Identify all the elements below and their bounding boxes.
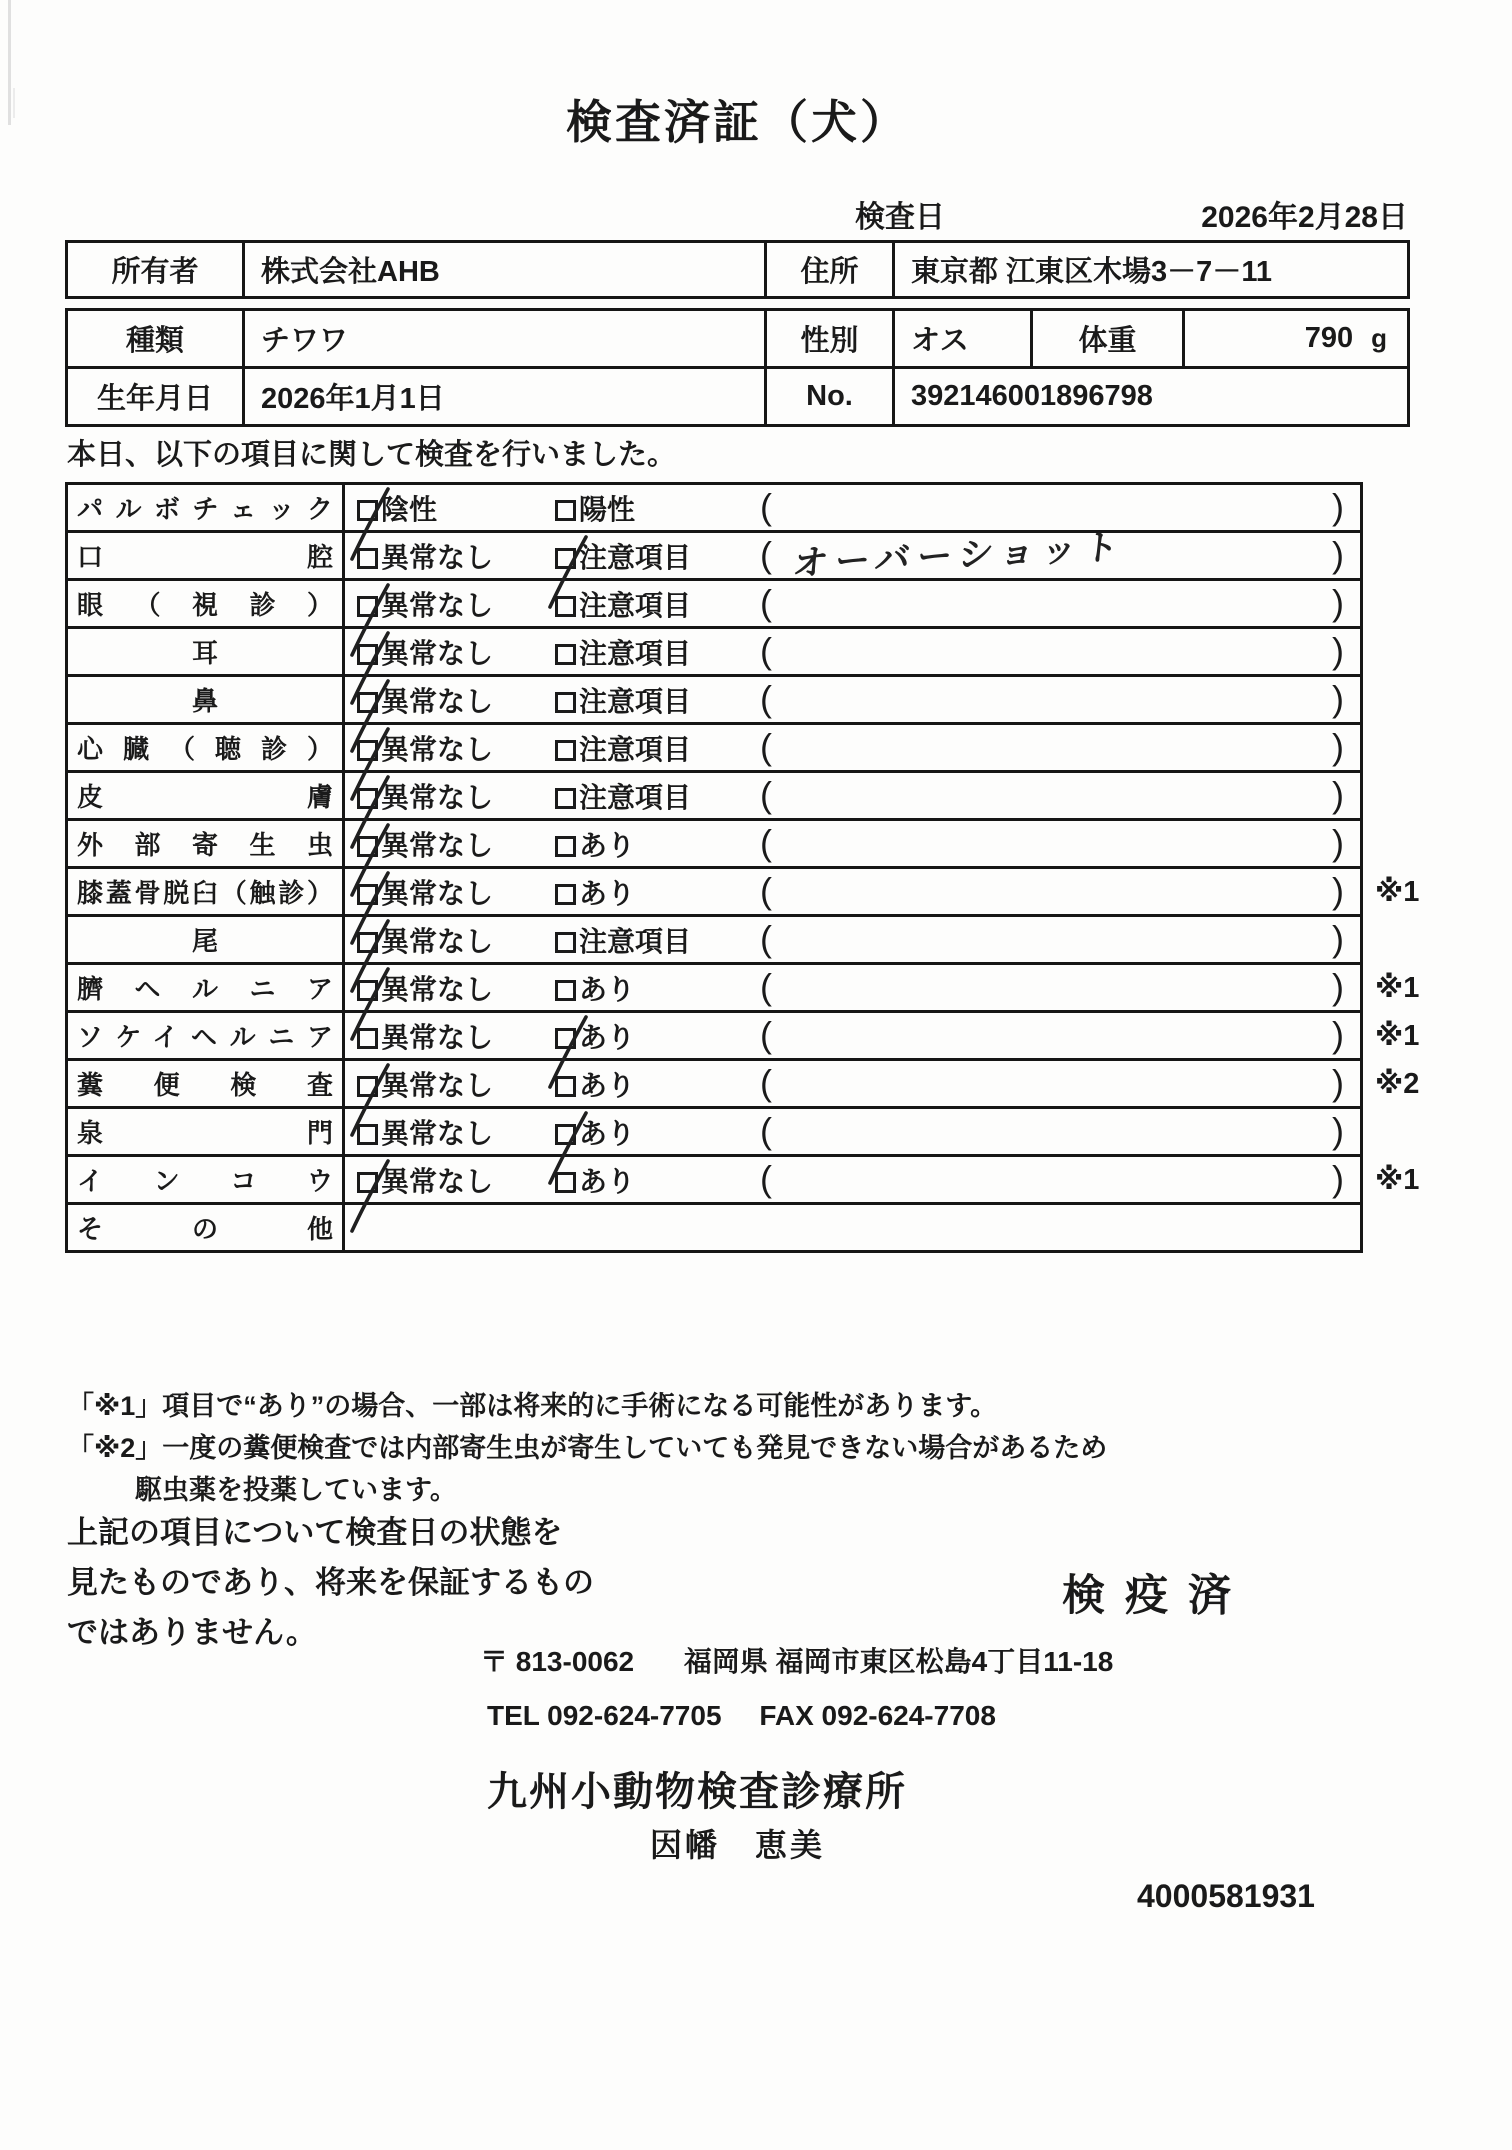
footnote-mark xyxy=(1362,484,1437,532)
option-2 xyxy=(555,824,635,864)
exam-item-options xyxy=(344,772,1362,820)
option-2-label: あり xyxy=(579,829,636,861)
option-1-checkbox[interactable] xyxy=(357,980,378,1001)
exam-item-label: 膝蓋骨脱臼（触診） xyxy=(67,868,344,916)
exam-item-options xyxy=(344,1012,1362,1060)
weight-value-cell xyxy=(1184,310,1409,368)
note-paren-open: ( xyxy=(760,485,772,527)
note-paren-open: ( xyxy=(760,1013,772,1055)
option-2 xyxy=(555,536,691,576)
option-2-checkbox[interactable] xyxy=(555,596,576,617)
exam-item-options xyxy=(344,724,1362,772)
exam-checklist-row xyxy=(67,1204,1437,1252)
option-2-label: 注意項目 xyxy=(579,637,692,669)
exam-item-label: 皮膚 xyxy=(67,772,344,820)
note-paren-open: ( xyxy=(760,581,772,623)
option-2-label: あり xyxy=(579,1021,636,1053)
quarantine-stamp: 検疫済 xyxy=(1062,1572,1251,1620)
footnote-mark: ※1 xyxy=(1375,1164,1420,1196)
exam-item-options xyxy=(344,964,1362,1012)
option-2 xyxy=(555,872,635,912)
exam-item-options xyxy=(344,484,1362,532)
note-paren-close: ) xyxy=(1332,1157,1344,1199)
option-1-checkbox[interactable] xyxy=(357,1172,378,1193)
serial-number: 4000581931 xyxy=(1137,1878,1315,1914)
option-1 xyxy=(357,632,493,672)
option-1 xyxy=(357,584,493,624)
note-paren-close: ) xyxy=(1332,677,1344,719)
option-1-checkbox[interactable] xyxy=(357,644,378,665)
option-1 xyxy=(357,776,493,816)
option-1-checkbox[interactable] xyxy=(357,1028,378,1049)
exam-checklist-row xyxy=(67,724,1437,772)
option-1 xyxy=(357,824,493,864)
note-paren-open: ( xyxy=(760,629,772,671)
footnote-mark xyxy=(1362,916,1437,964)
footnote-mark: ※1 xyxy=(1375,1020,1420,1052)
disclaimer-line3: ではありません。 xyxy=(67,1615,317,1650)
option-1-checkbox[interactable] xyxy=(357,740,378,761)
owner-value: 株式会社AHB xyxy=(244,242,766,298)
option-2 xyxy=(555,920,691,960)
exam-item-label: 外部寄生虫 xyxy=(67,820,344,868)
note-paren-close: ) xyxy=(1332,1109,1344,1151)
footnote-mark xyxy=(1362,724,1437,772)
weight-label: 体重 xyxy=(1032,310,1184,368)
note-paren-open: ( xyxy=(760,821,772,863)
note-paren-close: ) xyxy=(1332,869,1344,911)
note-paren-open: ( xyxy=(760,1109,772,1151)
footnote-mark: ※2 xyxy=(1375,1068,1420,1100)
address-label: 住所 xyxy=(766,242,894,298)
note-paren-close: ) xyxy=(1332,629,1344,671)
exam-checklist-row xyxy=(67,532,1437,580)
exam-checklist-row xyxy=(67,1108,1437,1156)
exam-checklist-row xyxy=(67,820,1437,868)
footnote-mark xyxy=(1362,820,1437,868)
handwritten-note: オーバーショット xyxy=(790,526,1128,584)
exam-checklist-row xyxy=(67,1012,1437,1060)
exam-item-label: 糞便検査 xyxy=(67,1060,344,1108)
exam-checklist-row xyxy=(67,964,1437,1012)
disclaimer-line1: 上記の項目について検査日の状態を xyxy=(67,1515,563,1550)
option-1-label: 異常なし xyxy=(381,973,494,1005)
note-paren-open: ( xyxy=(760,725,772,767)
option-1-label: 異常なし xyxy=(381,829,494,861)
option-1-label: 異常なし xyxy=(381,1069,494,1101)
pet-table xyxy=(65,308,1410,427)
option-2-checkbox[interactable] xyxy=(555,740,576,761)
breed-label: 種類 xyxy=(67,310,244,368)
exam-item-options xyxy=(344,1204,1362,1252)
option-2-label: あり xyxy=(579,1069,636,1101)
option-2 xyxy=(555,632,691,672)
option-2-label: 注意項目 xyxy=(579,685,692,717)
exam-checklist-table xyxy=(65,482,1438,1253)
option-2-checkbox[interactable] xyxy=(555,644,576,665)
exam-item-options xyxy=(344,580,1362,628)
exam-item-label: その他 xyxy=(67,1204,344,1252)
option-2 xyxy=(555,488,635,528)
option-1-checkbox[interactable] xyxy=(357,548,378,569)
note-paren-close: ) xyxy=(1332,821,1344,863)
clinic-address-line xyxy=(480,1640,1113,1680)
option-2-checkbox[interactable] xyxy=(555,932,576,953)
option-1 xyxy=(357,968,493,1008)
birth-label: 生年月日 xyxy=(67,368,244,426)
note-paren-open: ( xyxy=(760,677,772,719)
owner-table xyxy=(65,240,1410,299)
option-2-label: あり xyxy=(579,1117,636,1149)
option-1-label: 異常なし xyxy=(381,925,494,957)
disclaimer-text xyxy=(67,1508,594,1658)
exam-checklist-row xyxy=(67,628,1437,676)
note-paren-close: ) xyxy=(1332,917,1344,959)
exam-checklist-row xyxy=(67,772,1437,820)
inspection-date-value: 2026年2月28日 xyxy=(1201,201,1408,234)
sex-label: 性別 xyxy=(766,310,894,368)
exam-checklist-row xyxy=(67,1156,1437,1204)
exam-item-options xyxy=(344,916,1362,964)
inspection-date-row xyxy=(65,192,1410,232)
option-2 xyxy=(555,1112,635,1152)
option-1-label: 異常なし xyxy=(381,1021,494,1053)
no-value: 392146001896798 xyxy=(894,368,1409,426)
clinic-name: 九州小動物検査診療所 xyxy=(487,1770,907,1814)
option-2 xyxy=(555,968,635,1008)
clinic-address: 福岡県 福岡市東区松島4丁目11-18 xyxy=(683,1646,1114,1677)
footnote-mark xyxy=(1362,580,1437,628)
exam-item-options xyxy=(344,820,1362,868)
option-1 xyxy=(357,1160,493,1200)
note-paren-close: ) xyxy=(1332,485,1344,527)
option-1-checkbox[interactable] xyxy=(357,1124,378,1145)
exam-item-options xyxy=(344,1156,1362,1204)
exam-checklist-row xyxy=(67,484,1437,532)
option-2-label: あり xyxy=(579,877,636,909)
option-2-checkbox[interactable] xyxy=(555,1172,576,1193)
option-1-label: 異常なし xyxy=(381,1117,494,1149)
weight-value: 790 xyxy=(1304,322,1354,354)
footnote-mark xyxy=(1362,676,1437,724)
note-paren-close: ) xyxy=(1332,1061,1344,1103)
exam-item-options xyxy=(344,526,1362,584)
exam-checklist-row xyxy=(67,1060,1437,1108)
option-2-checkbox[interactable] xyxy=(555,884,576,905)
exam-item-label: 臍ヘルニア xyxy=(67,964,344,1012)
option-2-label: 注意項目 xyxy=(579,541,692,573)
option-1-label: 異常なし xyxy=(381,589,494,621)
option-1 xyxy=(357,1112,493,1152)
exam-item-label: インコウ xyxy=(67,1156,344,1204)
exam-item-options xyxy=(344,1108,1362,1156)
option-2-checkbox[interactable] xyxy=(555,1028,576,1049)
breed-value: チワワ xyxy=(244,310,766,368)
exam-item-options xyxy=(344,676,1362,724)
option-2-label: あり xyxy=(579,973,636,1005)
clinic-fax: FAX 092-624-7708 xyxy=(759,1700,996,1731)
option-1-label: 陰性 xyxy=(381,493,438,525)
exam-item-options xyxy=(344,628,1362,676)
option-2 xyxy=(555,776,691,816)
note-paren-open: ( xyxy=(760,1157,772,1199)
breed-row xyxy=(67,310,1409,368)
inspection-date-label: 検査日 xyxy=(855,201,945,234)
exam-item-label: 耳 xyxy=(67,628,344,676)
sex-value: オス xyxy=(894,310,1032,368)
exam-item-options xyxy=(344,868,1362,916)
option-1-checkbox[interactable] xyxy=(357,692,378,713)
intro-text: 本日、以下の項目に関して検査を行いました。 xyxy=(67,439,677,471)
note-paren-open: ( xyxy=(760,773,772,815)
note-paren-close: ) xyxy=(1332,965,1344,1007)
clinic-representative: 因幡 恵美 xyxy=(650,1827,826,1863)
exam-item-label: 尾 xyxy=(67,916,344,964)
scan-artifact xyxy=(13,88,15,118)
note-paren-open: ( xyxy=(760,869,772,911)
option-2-checkbox[interactable] xyxy=(555,980,576,1001)
address-value: 東京都 江東区木場3－7－11 xyxy=(894,242,1409,298)
note-paren-open: ( xyxy=(760,917,772,959)
option-1-label: 異常なし xyxy=(381,685,494,717)
footnote-2-line2: 駆虫薬を投薬しています。 xyxy=(135,1475,457,1505)
option-2-label: 注意項目 xyxy=(579,589,692,621)
note-paren-open: ( xyxy=(760,965,772,1007)
exam-checklist-row xyxy=(67,868,1437,916)
footnote-mark xyxy=(1362,532,1437,580)
option-2-label: 陽性 xyxy=(579,493,636,525)
option-1 xyxy=(357,920,493,960)
option-2-label: あり xyxy=(579,1165,636,1197)
birth-row xyxy=(67,368,1409,426)
exam-item-label: 泉門 xyxy=(67,1108,344,1156)
note-paren-close: ) xyxy=(1332,581,1344,623)
option-1-checkbox[interactable] xyxy=(357,836,378,857)
option-2-checkbox[interactable] xyxy=(555,548,576,569)
option-1-label: 異常なし xyxy=(381,1165,494,1197)
option-2-checkbox[interactable] xyxy=(555,500,576,521)
option-1 xyxy=(357,1064,493,1104)
note-paren-close: ) xyxy=(1332,725,1344,767)
clinic-tel: TEL 092-624-7705 xyxy=(487,1700,722,1731)
clinic-tel-line xyxy=(487,1700,996,1732)
option-1 xyxy=(357,680,493,720)
note-paren-open: ( xyxy=(760,1061,772,1103)
exam-item-label: ソケイヘルニア xyxy=(67,1012,344,1060)
exam-item-label: 眼（視診） xyxy=(67,580,344,628)
option-1-checkbox[interactable] xyxy=(357,1076,378,1097)
option-2-label: 注意項目 xyxy=(579,733,692,765)
option-1-label: 異常なし xyxy=(381,781,494,813)
option-1-checkbox[interactable] xyxy=(357,500,378,521)
birth-value: 2026年1月1日 xyxy=(244,368,766,426)
footnote-mark: ※1 xyxy=(1375,972,1420,1004)
exam-item-options xyxy=(344,1060,1362,1108)
option-2-label: 注意項目 xyxy=(579,925,692,957)
note-paren-close: ) xyxy=(1332,1013,1344,1055)
option-1-label: 異常なし xyxy=(381,877,494,909)
option-2 xyxy=(555,1160,635,1200)
option-1-checkbox[interactable] xyxy=(357,884,378,905)
option-1-label: 異常なし xyxy=(381,637,494,669)
owner-row xyxy=(67,242,1409,298)
page-title: 検査済証（犬） xyxy=(566,96,909,148)
note-paren-close: ) xyxy=(1332,533,1344,575)
checklist-body xyxy=(67,484,1437,1252)
option-1-checkbox[interactable] xyxy=(357,788,378,809)
weight-unit: g xyxy=(1371,323,1387,353)
option-1-label: 異常なし xyxy=(381,733,494,765)
footnote-2-line1: 「※2」一度の糞便検査では内部寄生虫が寄生していても発見できない場合があるため xyxy=(67,1433,1108,1463)
exam-item-label: 口腔 xyxy=(67,532,344,580)
footnote-mark xyxy=(1362,1204,1437,1252)
option-2-checkbox[interactable] xyxy=(555,836,576,857)
option-1-checkbox[interactable] xyxy=(357,596,378,617)
exam-item-label: パルボチェック xyxy=(67,484,344,532)
exam-checklist-row xyxy=(67,580,1437,628)
footnote-mark xyxy=(1362,772,1437,820)
option-2 xyxy=(555,680,691,720)
option-2-checkbox[interactable] xyxy=(555,1124,576,1145)
option-2 xyxy=(555,1016,635,1056)
scan-artifact xyxy=(8,0,11,125)
option-1 xyxy=(357,1016,493,1056)
footnote-mark: ※1 xyxy=(1375,876,1420,908)
footnote-mark xyxy=(1362,628,1437,676)
owner-label: 所有者 xyxy=(67,242,244,298)
clinic-postal: 〒 813-0062 xyxy=(480,1646,635,1677)
option-2-checkbox[interactable] xyxy=(555,692,576,713)
footnote-mark xyxy=(1362,1108,1437,1156)
option-2 xyxy=(555,1064,635,1104)
option-1 xyxy=(357,488,437,528)
option-1 xyxy=(357,728,493,768)
option-2-label: 注意項目 xyxy=(579,781,692,813)
disclaimer-line2: 見たものであり、将来を保証するもの xyxy=(67,1565,594,1600)
exam-item-label: 鼻 xyxy=(67,676,344,724)
exam-checklist-row xyxy=(67,916,1437,964)
option-1 xyxy=(357,872,493,912)
option-2 xyxy=(555,584,691,624)
option-2-checkbox[interactable] xyxy=(555,788,576,809)
option-2 xyxy=(555,728,691,768)
note-paren-open: ( xyxy=(760,533,772,575)
note-paren-close: ) xyxy=(1332,773,1344,815)
exam-item-label: 心臓（聴診） xyxy=(67,724,344,772)
footnote-1: 「※1」項目で“あり”の場合、一部は将来的に手術になる可能性があります。 xyxy=(67,1391,998,1421)
exam-checklist-row xyxy=(67,676,1437,724)
option-1-label: 異常なし xyxy=(381,541,494,573)
option-1 xyxy=(357,536,493,576)
option-2-checkbox[interactable] xyxy=(555,1076,576,1097)
option-1-checkbox[interactable] xyxy=(357,932,378,953)
no-label: No. xyxy=(766,368,894,426)
